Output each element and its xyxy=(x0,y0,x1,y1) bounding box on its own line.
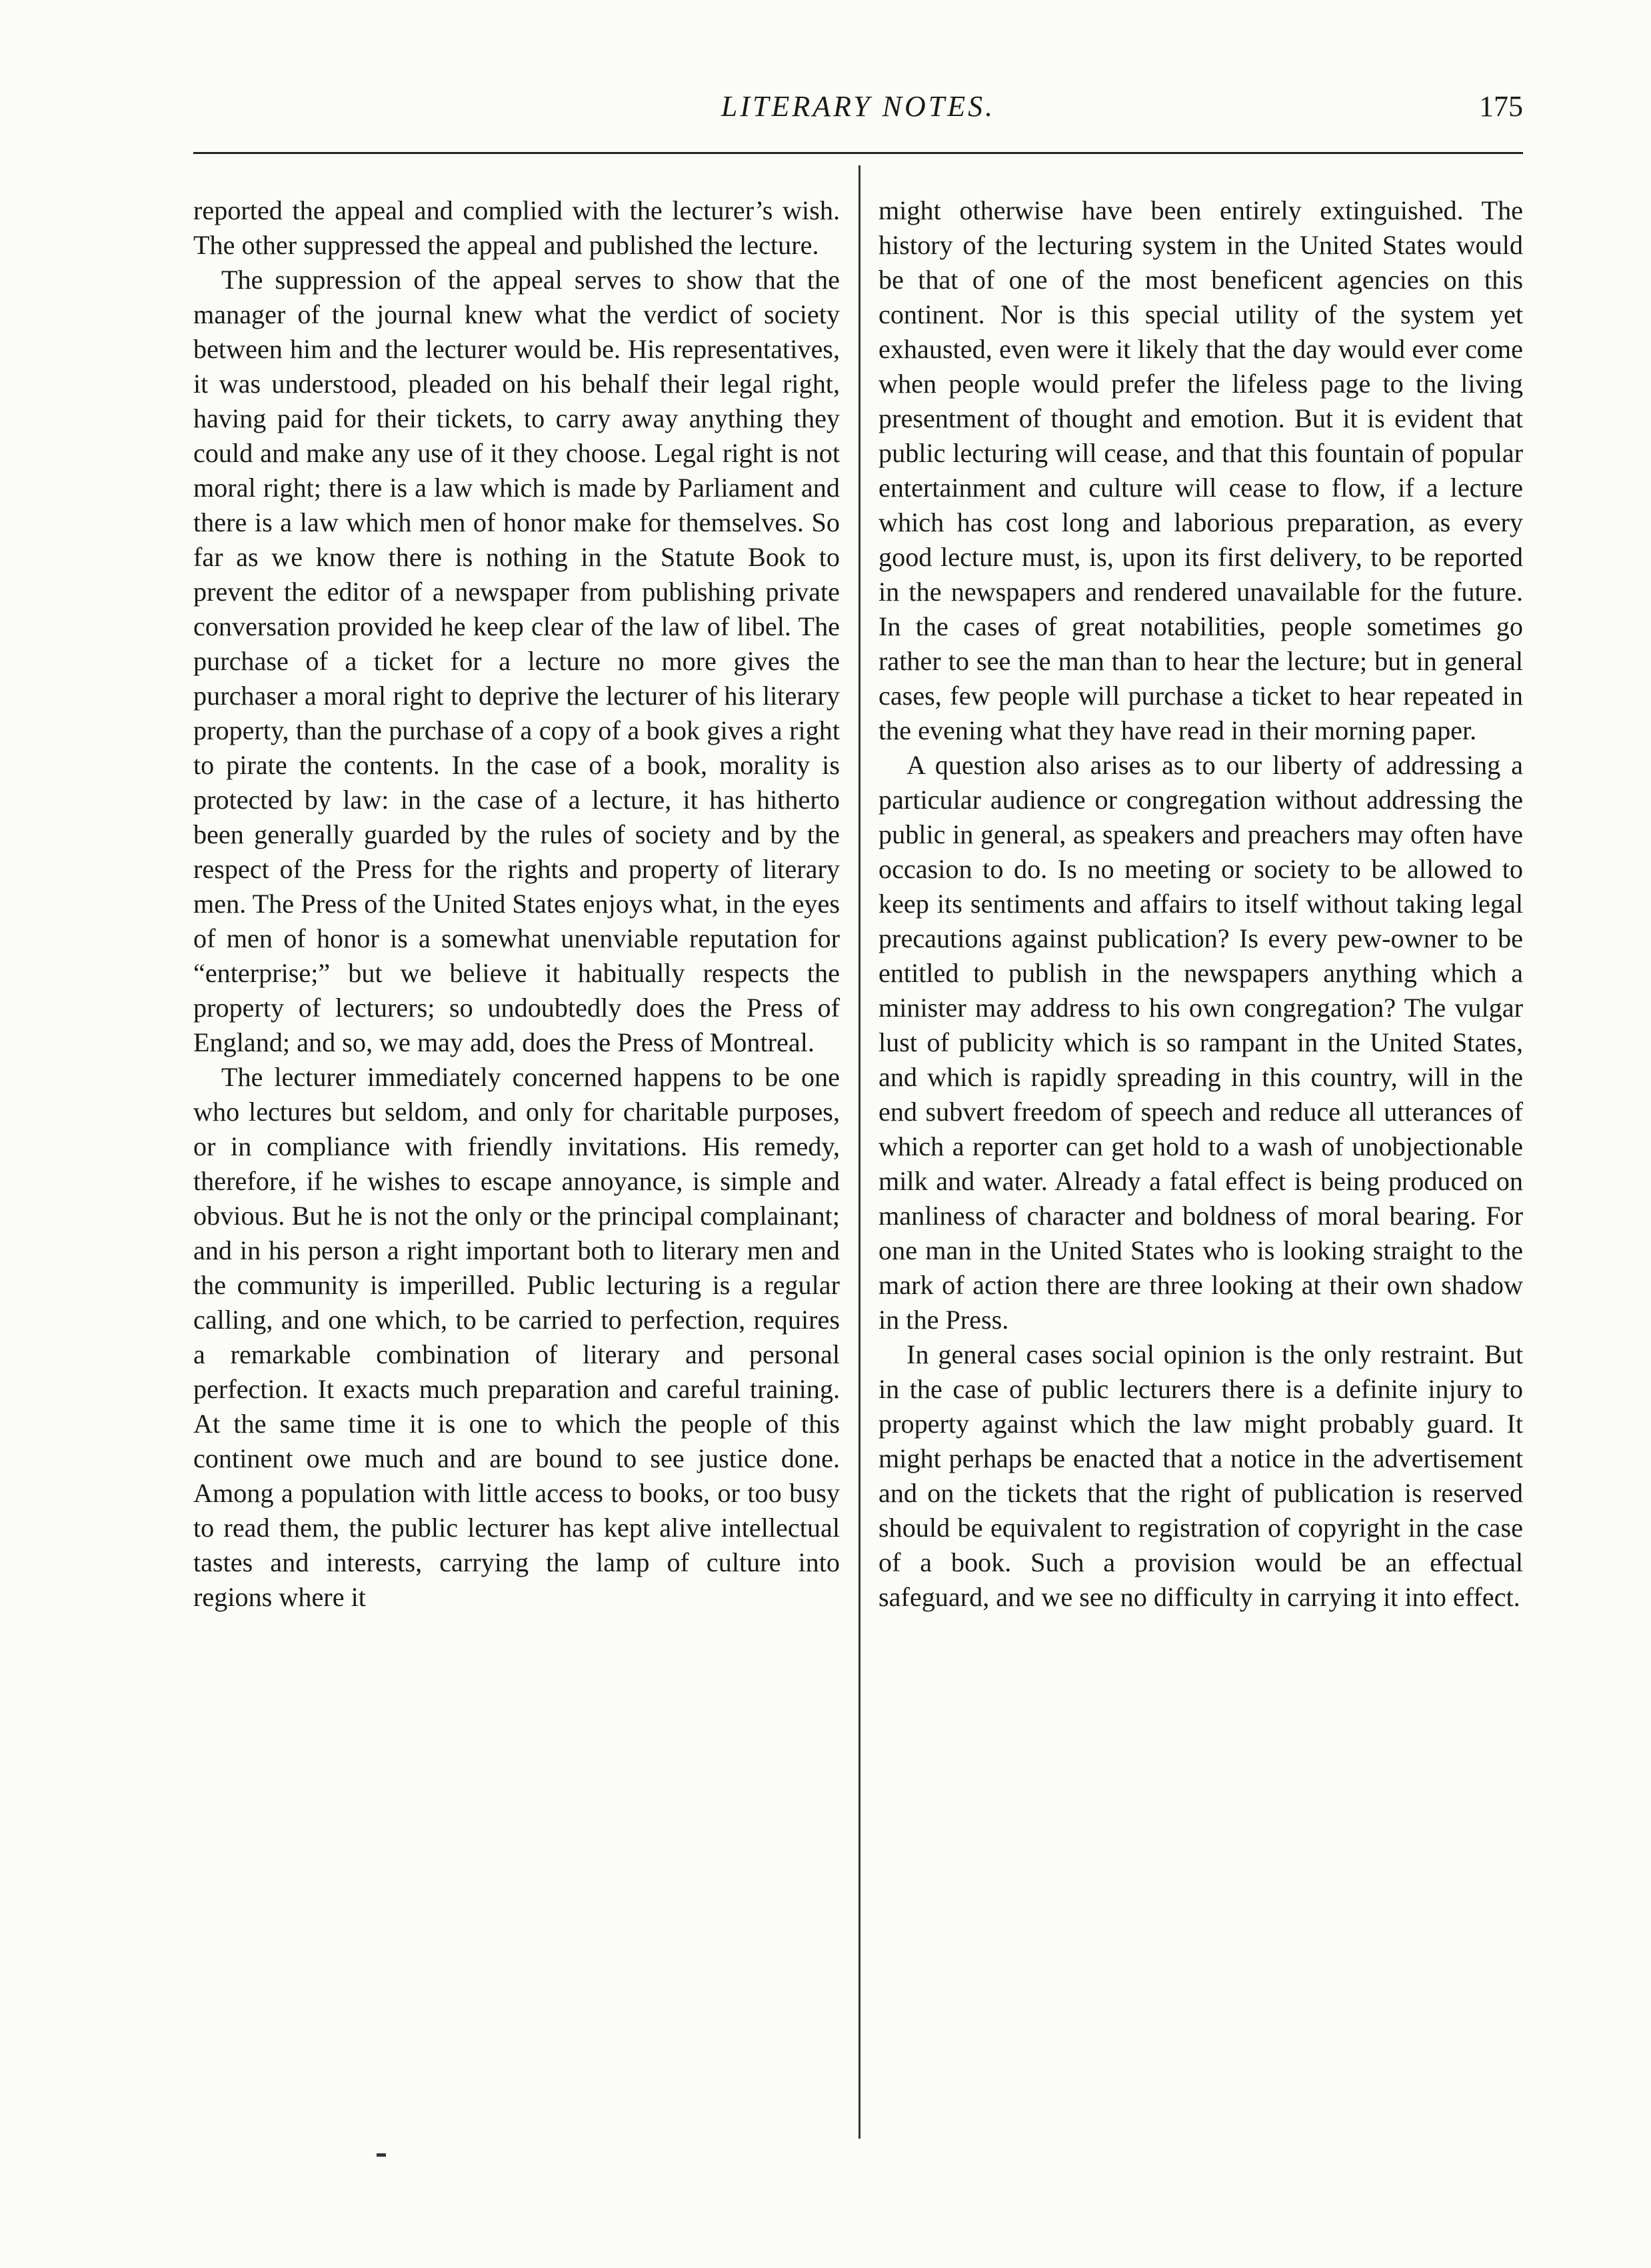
column-divider xyxy=(858,165,860,2139)
paragraph: might otherwise have been entirely extinguished. The history of the lecturing system in the United States would be that of one of the most beneficent agencies on this continent. Nor is this special utility of the system yet exhausted, even were it likely that the day would ever come when people would prefer the lifeless page to the living presentment of thought and emotion. But it is evident that public lecturing will cease, and that this fountain of popular entertainment and culture will cease to flow, if a lecture which has cost long and laborious preparation, as every good lecture must, is, upon its first delivery, to be reported in the newspapers and rendered unavailable for the future. In the cases of great notabilities, people sometimes go rather to see the man than to hear the lecture; but in general cases, few people will purchase a ticket to hear repeated in the evening what they have read in their morning paper. xyxy=(878,195,1523,745)
page-number: 175 xyxy=(1479,90,1523,123)
right-column xyxy=(878,193,1523,1615)
page-header xyxy=(193,87,1523,140)
left-column xyxy=(193,193,840,1615)
paragraph: The suppression of the appeal serves to show that the manager of the journal knew what the verdict of society between him and the lecturer would be. His representatives, it was understood, pleaded on his behalf their legal right, having paid for their tickets, to carry away anything they could and make any use of it they choose. Legal right is not moral right; there is a law which is made by Parliament and there is a law which men of honor make for themselves. So far as we know there is nothing in the Statute Book to prevent the editor of a newspaper from publishing private conversation provided he keep clear of the law of libel. The purchase of a ticket for a lecture no more gives the purchaser a moral right to deprive the lecturer of his literary property, than the purchase of a copy of a book gives a right to pirate the contents. In the case of a book, morality is protected by law: in the case of a lecture, it has hitherto been generally guarded by the rules of society and by the respect of the Press for the rights and property of literary men. The Press of the United States enjoys what, in the eyes of men of honor is a somewhat unenviable reputation for “enterprise;” but we believe it habitually respects the property of lecturers; so undoubtedly does the Press of England; and so, we may add, does the Press of Montreal. xyxy=(193,265,840,1057)
header-rule xyxy=(193,152,1523,154)
paragraph: A question also arises as to our liberty of addressing a particular audience or congregation without addressing the public in general, as speakers and preachers may often have occasion to do. Is no meeting or society to be allowed to keep its sentiments and affairs to itself without taking legal precautions against publication? Is every pew-owner to be entitled to publish in the newspapers anything which a minister may address to his own congregation? The vulgar lust of publicity which is so rampant in the United States, and which is rapidly spreading in this country, will in the end subvert freedom of speech and reduce all utterances of which a reporter can get hold to a wash of unobjectionable milk and water. Already a fatal effect is being produced on manliness of character and boldness of moral bearing. For one man in the United States who is looking straight to the mark of action there are three looking at their own shadow in the Press. xyxy=(878,750,1523,1335)
paragraph: In general cases social opinion is the only restraint. But in the case of public lecturers there is a definite injury to property against which the law might probably guard. It might perhaps be enacted that a notice in the advertisement and on the tickets that the right of publication is reserved should be equivalent to registration of copyright in the case of a book. Such a provision would be an effectual safeguard, and we see no difficulty in carrying it into effect. xyxy=(878,1339,1523,1612)
printer-mark xyxy=(377,2153,386,2157)
paragraph: reported the appeal and complied with the lecturer’s wish. The other suppressed the appeal and published the lecture. xyxy=(193,195,840,260)
running-head: LITERARY NOTES. xyxy=(721,90,996,123)
paragraph: The lecturer immediately concerned happens to be one who lectures but seldom, and only for charitable purposes, or in compliance with friendly invitations. His remedy, therefore, if he wishes to escape annoyance, is simple and obvious. But he is not the only or the principal complainant; and in his person a right important both to literary men and the community is imperilled. Public lecturing is a regular calling, and one which, to be carried to perfection, requires a remarkable combination of literary and personal perfection. It exacts much preparation and careful training. At the same time it is one to which the people of this continent owe much and are bound to see justice done. Among a population with little access to books, or too busy to read them, the public lecturer has kept alive intellectual tastes and interests, carrying the lamp of culture into regions where it xyxy=(193,1062,840,1612)
